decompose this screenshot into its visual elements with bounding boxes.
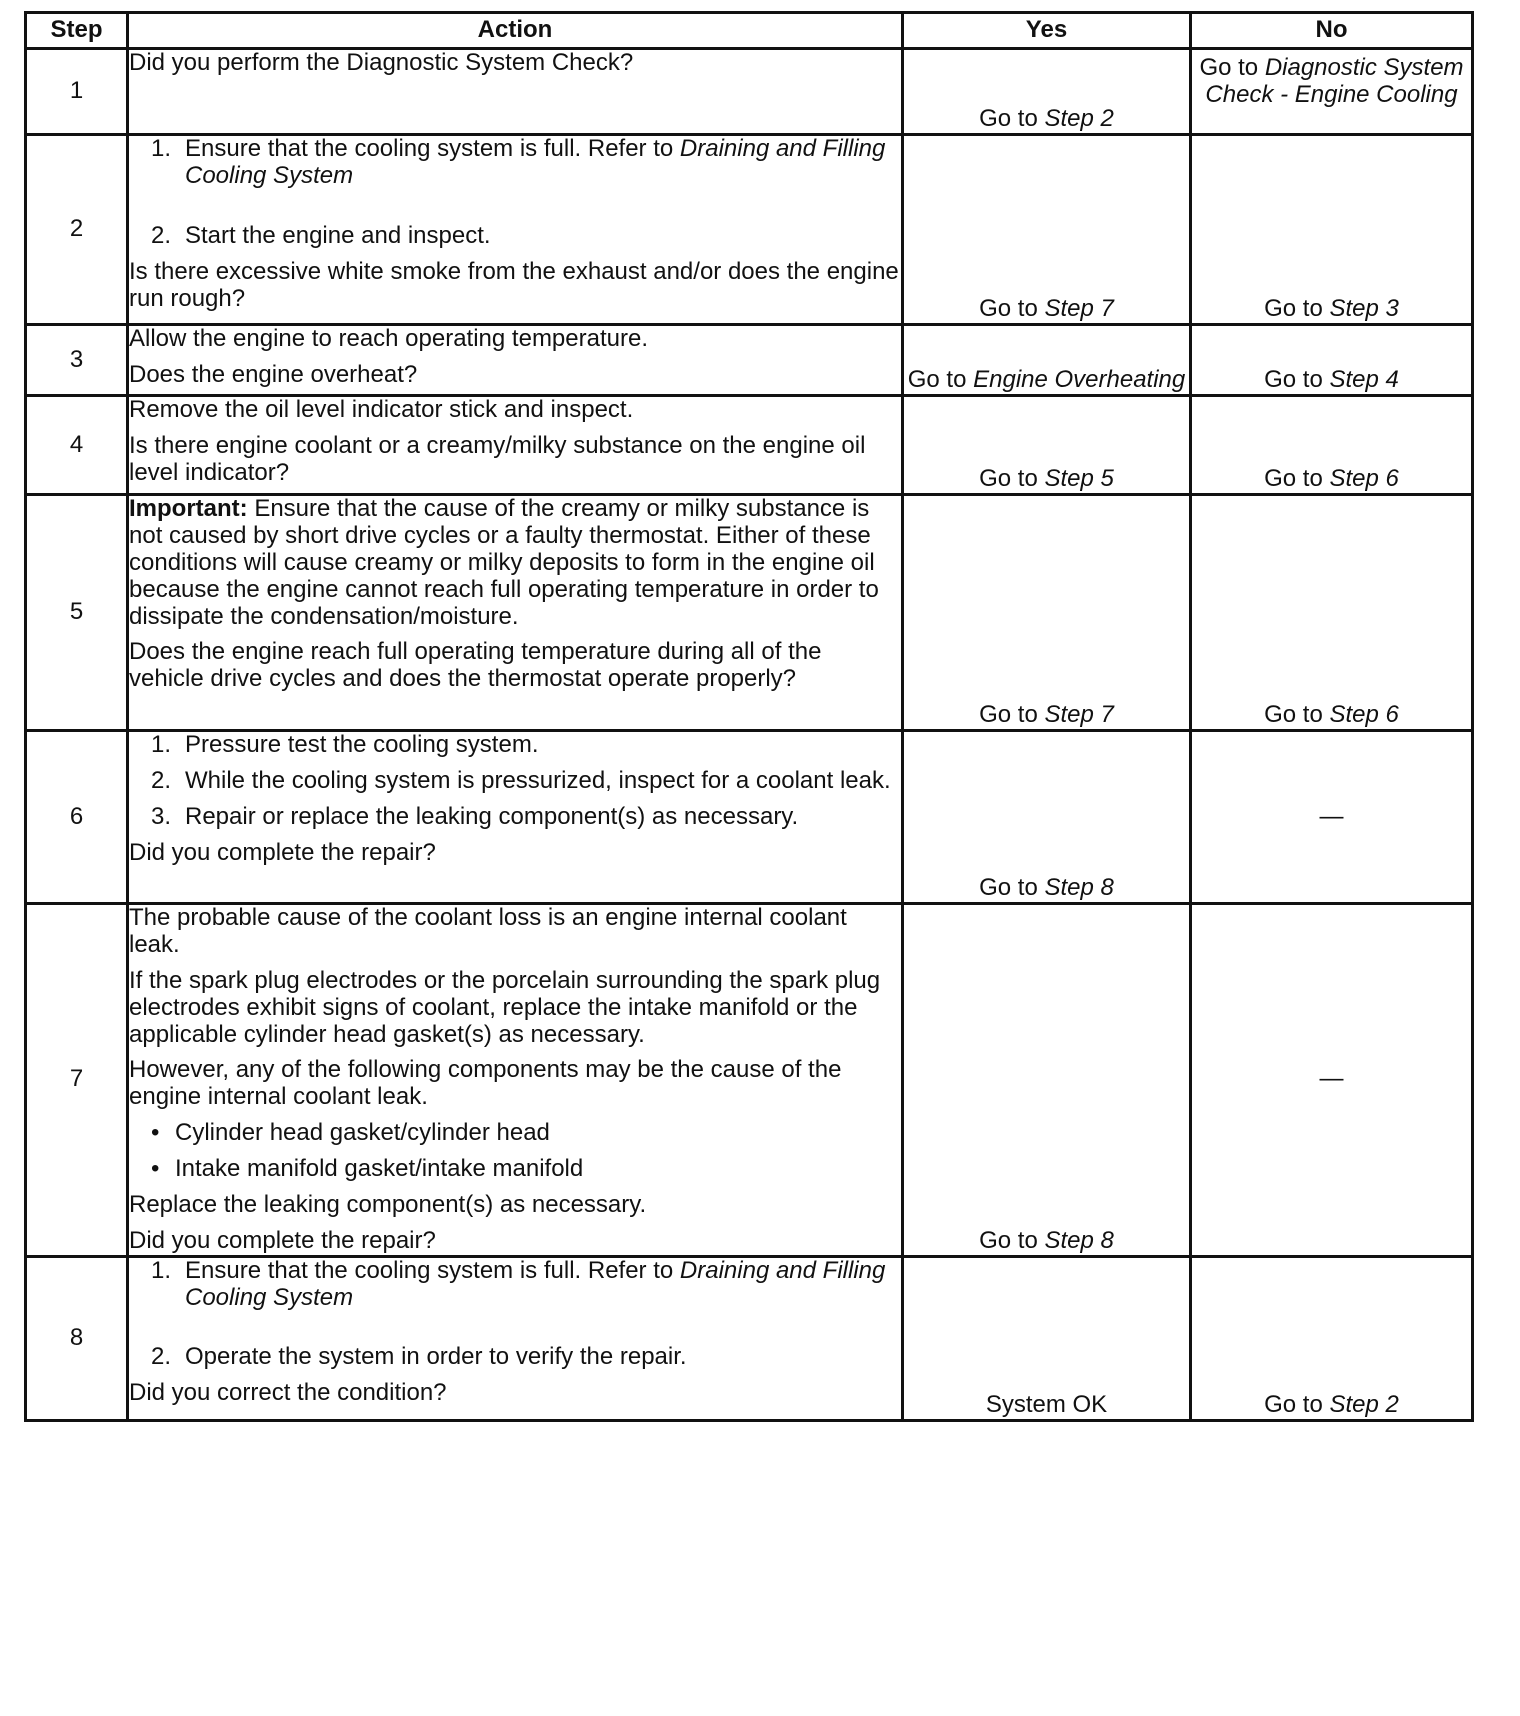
yes-cell — [903, 49, 1191, 135]
step-number: 7 — [26, 904, 128, 1257]
action-cell — [128, 135, 903, 325]
important-label: Important: — [129, 495, 248, 522]
yes-result: System OK — [985, 1390, 1108, 1418]
step-number: 8 — [26, 1256, 128, 1420]
no-link[interactable]: Step 6 — [1329, 701, 1399, 729]
no-cell — [1191, 49, 1473, 135]
question-text: Did you complete the repair? — [129, 838, 436, 866]
yes-link[interactable]: Engine Overheating — [973, 366, 1186, 394]
yes-link[interactable]: Step 2 — [1044, 105, 1114, 133]
table-row — [26, 135, 1473, 325]
table-row — [26, 49, 1473, 135]
no-cell: Go to Step 6 — [1191, 495, 1473, 731]
yes-link[interactable]: Step 7 — [1044, 701, 1114, 729]
no-link[interactable]: Diagnostic System Check - Engine Cooling — [1205, 54, 1464, 108]
no-dash: — — [1319, 802, 1344, 830]
yes-cell: Go to Step 7 — [903, 495, 1191, 731]
step-number: 6 — [26, 731, 128, 904]
yes-cell: Go to Step 8 — [903, 731, 1191, 904]
yes-link[interactable]: Step 5 — [1044, 465, 1114, 493]
table-row — [26, 495, 1473, 731]
question-text: Is there excessive white smoke from the exhaust and/or does the engine run rough? — [129, 257, 899, 312]
question-text: Did you perform the Diagnostic System Check? — [129, 49, 634, 76]
question-text: Did you complete the repair? — [129, 1226, 436, 1254]
no-cell: Go to Step 3 — [1191, 135, 1473, 325]
step-number: 1 — [26, 49, 128, 135]
step-number: 5 — [26, 495, 128, 731]
question-text: Did you correct the condition? — [129, 1379, 447, 1407]
step-number: 3 — [26, 325, 128, 396]
header-no: No — [1191, 13, 1473, 49]
no-dash: — — [1319, 1065, 1344, 1093]
yes-cell: Go to Step 7 — [903, 135, 1191, 325]
list-item: 2. Operate the system in order to verify the repair. — [151, 1343, 687, 1371]
bullet-icon: • — [151, 1119, 160, 1147]
action-cell — [128, 731, 903, 904]
yes-cell: Go to Step 5 — [903, 396, 1191, 495]
table-row — [26, 396, 1473, 495]
step-number: 2 — [26, 135, 128, 325]
no-link[interactable]: Step 3 — [1329, 295, 1399, 323]
reference-link[interactable]: Draining and Filling Cooling System — [185, 1256, 886, 1311]
bullet-item: • Cylinder head gasket/cylinder head — [129, 1120, 901, 1147]
header-row — [26, 13, 1473, 49]
question-text: Does the engine overheat? — [129, 360, 418, 388]
action-cell: Allow the engine to reach operating temperature. Does the engine overheat? — [128, 325, 903, 396]
table-row — [26, 731, 1473, 904]
yes-cell — [903, 1256, 1191, 1420]
yes-cell: Go to Step 8 — [903, 904, 1191, 1257]
question-text: Does the engine reach full operating temperature during all of the vehicle drive cycles and does the thermostat operate properly? — [129, 638, 822, 693]
action-cell — [128, 49, 903, 135]
yes-prefix: Go to — [979, 105, 1045, 133]
yes-link[interactable]: Step 7 — [1044, 295, 1114, 323]
list-item: 2. Start the engine and inspect. — [151, 221, 491, 249]
reference-link[interactable]: Draining and Filling Cooling System — [185, 135, 886, 189]
header-action: Action — [128, 13, 903, 49]
list-item: 1. Pressure test the cooling system. — [151, 731, 539, 758]
table-row — [26, 1256, 1473, 1420]
header-step: Step — [26, 13, 128, 49]
no-cell: Go to Step 6 — [1191, 396, 1473, 495]
list-item: 3. Repair or replace the leaking component(s) as necessary. — [151, 802, 799, 830]
no-link[interactable]: Step 2 — [1329, 1390, 1399, 1418]
action-cell: Remove the oil level indicator stick and inspect. Is there engine coolant or a creamy/milky substance on the engine oil level indicator? — [128, 396, 903, 495]
header-yes: Yes — [903, 13, 1191, 49]
action-cell — [128, 1256, 903, 1420]
diagnostic-table — [24, 11, 1474, 1422]
bullet-icon: • — [151, 1155, 160, 1182]
yes-link[interactable]: Step 8 — [1044, 874, 1114, 902]
important-note: Important: Ensure that the cause of the creamy or milky substance is not caused by short drive cycles or a faulty thermostat. Either of these conditions will cause creamy or milky deposits to form in the engine oil because the engine cannot reach full operating temperature in order to dissipate the condensation/moisture. — [129, 495, 879, 630]
question-text: Is there engine coolant or a creamy/milky substance on the engine oil level indicator? — [129, 431, 866, 486]
list-item: 2. While the cooling system is pressurized, inspect for a coolant leak. — [151, 766, 891, 794]
table-row — [26, 325, 1473, 396]
no-cell: Go to Step 2 — [1191, 1256, 1473, 1420]
list-item: 1. Ensure that the cooling system is full. Refer to Draining and Filling Cooling System — [151, 135, 886, 189]
no-cell — [1191, 731, 1473, 904]
action-cell: The probable cause of the coolant loss is an engine internal coolant leak. If the spark plug electrodes or the porcelain surrounding the spark plug electrodes exhibit signs of coolant, replace the intake manifold or the applicable cylinder head gasket(s) as necessary. However, any of the following components may be the cause of the engine internal coolant leak. • Cylinder head gasket/cylinder head • Intake manifold gasket/intake manifold Replace the leaking component(s) as necessary. Did you complete the repair? — [128, 904, 903, 1257]
no-link[interactable]: Step 4 — [1329, 366, 1399, 394]
step-number: 4 — [26, 396, 128, 495]
yes-link[interactable]: Step 8 — [1044, 1226, 1114, 1254]
no-cell: Go to Step 4 — [1191, 325, 1473, 396]
list-item: 1. Ensure that the cooling system is full. Refer to Draining and Filling Cooling System — [151, 1256, 886, 1311]
action-cell — [128, 495, 903, 731]
yes-cell: Go to Engine Overheating — [903, 325, 1191, 396]
table-row — [26, 904, 1473, 1257]
no-cell — [1191, 904, 1473, 1257]
no-link[interactable]: Step 6 — [1329, 465, 1399, 493]
bullet-item: • Intake manifold gasket/intake manifold — [129, 1156, 901, 1183]
no-prefix: Go to — [1199, 54, 1265, 81]
